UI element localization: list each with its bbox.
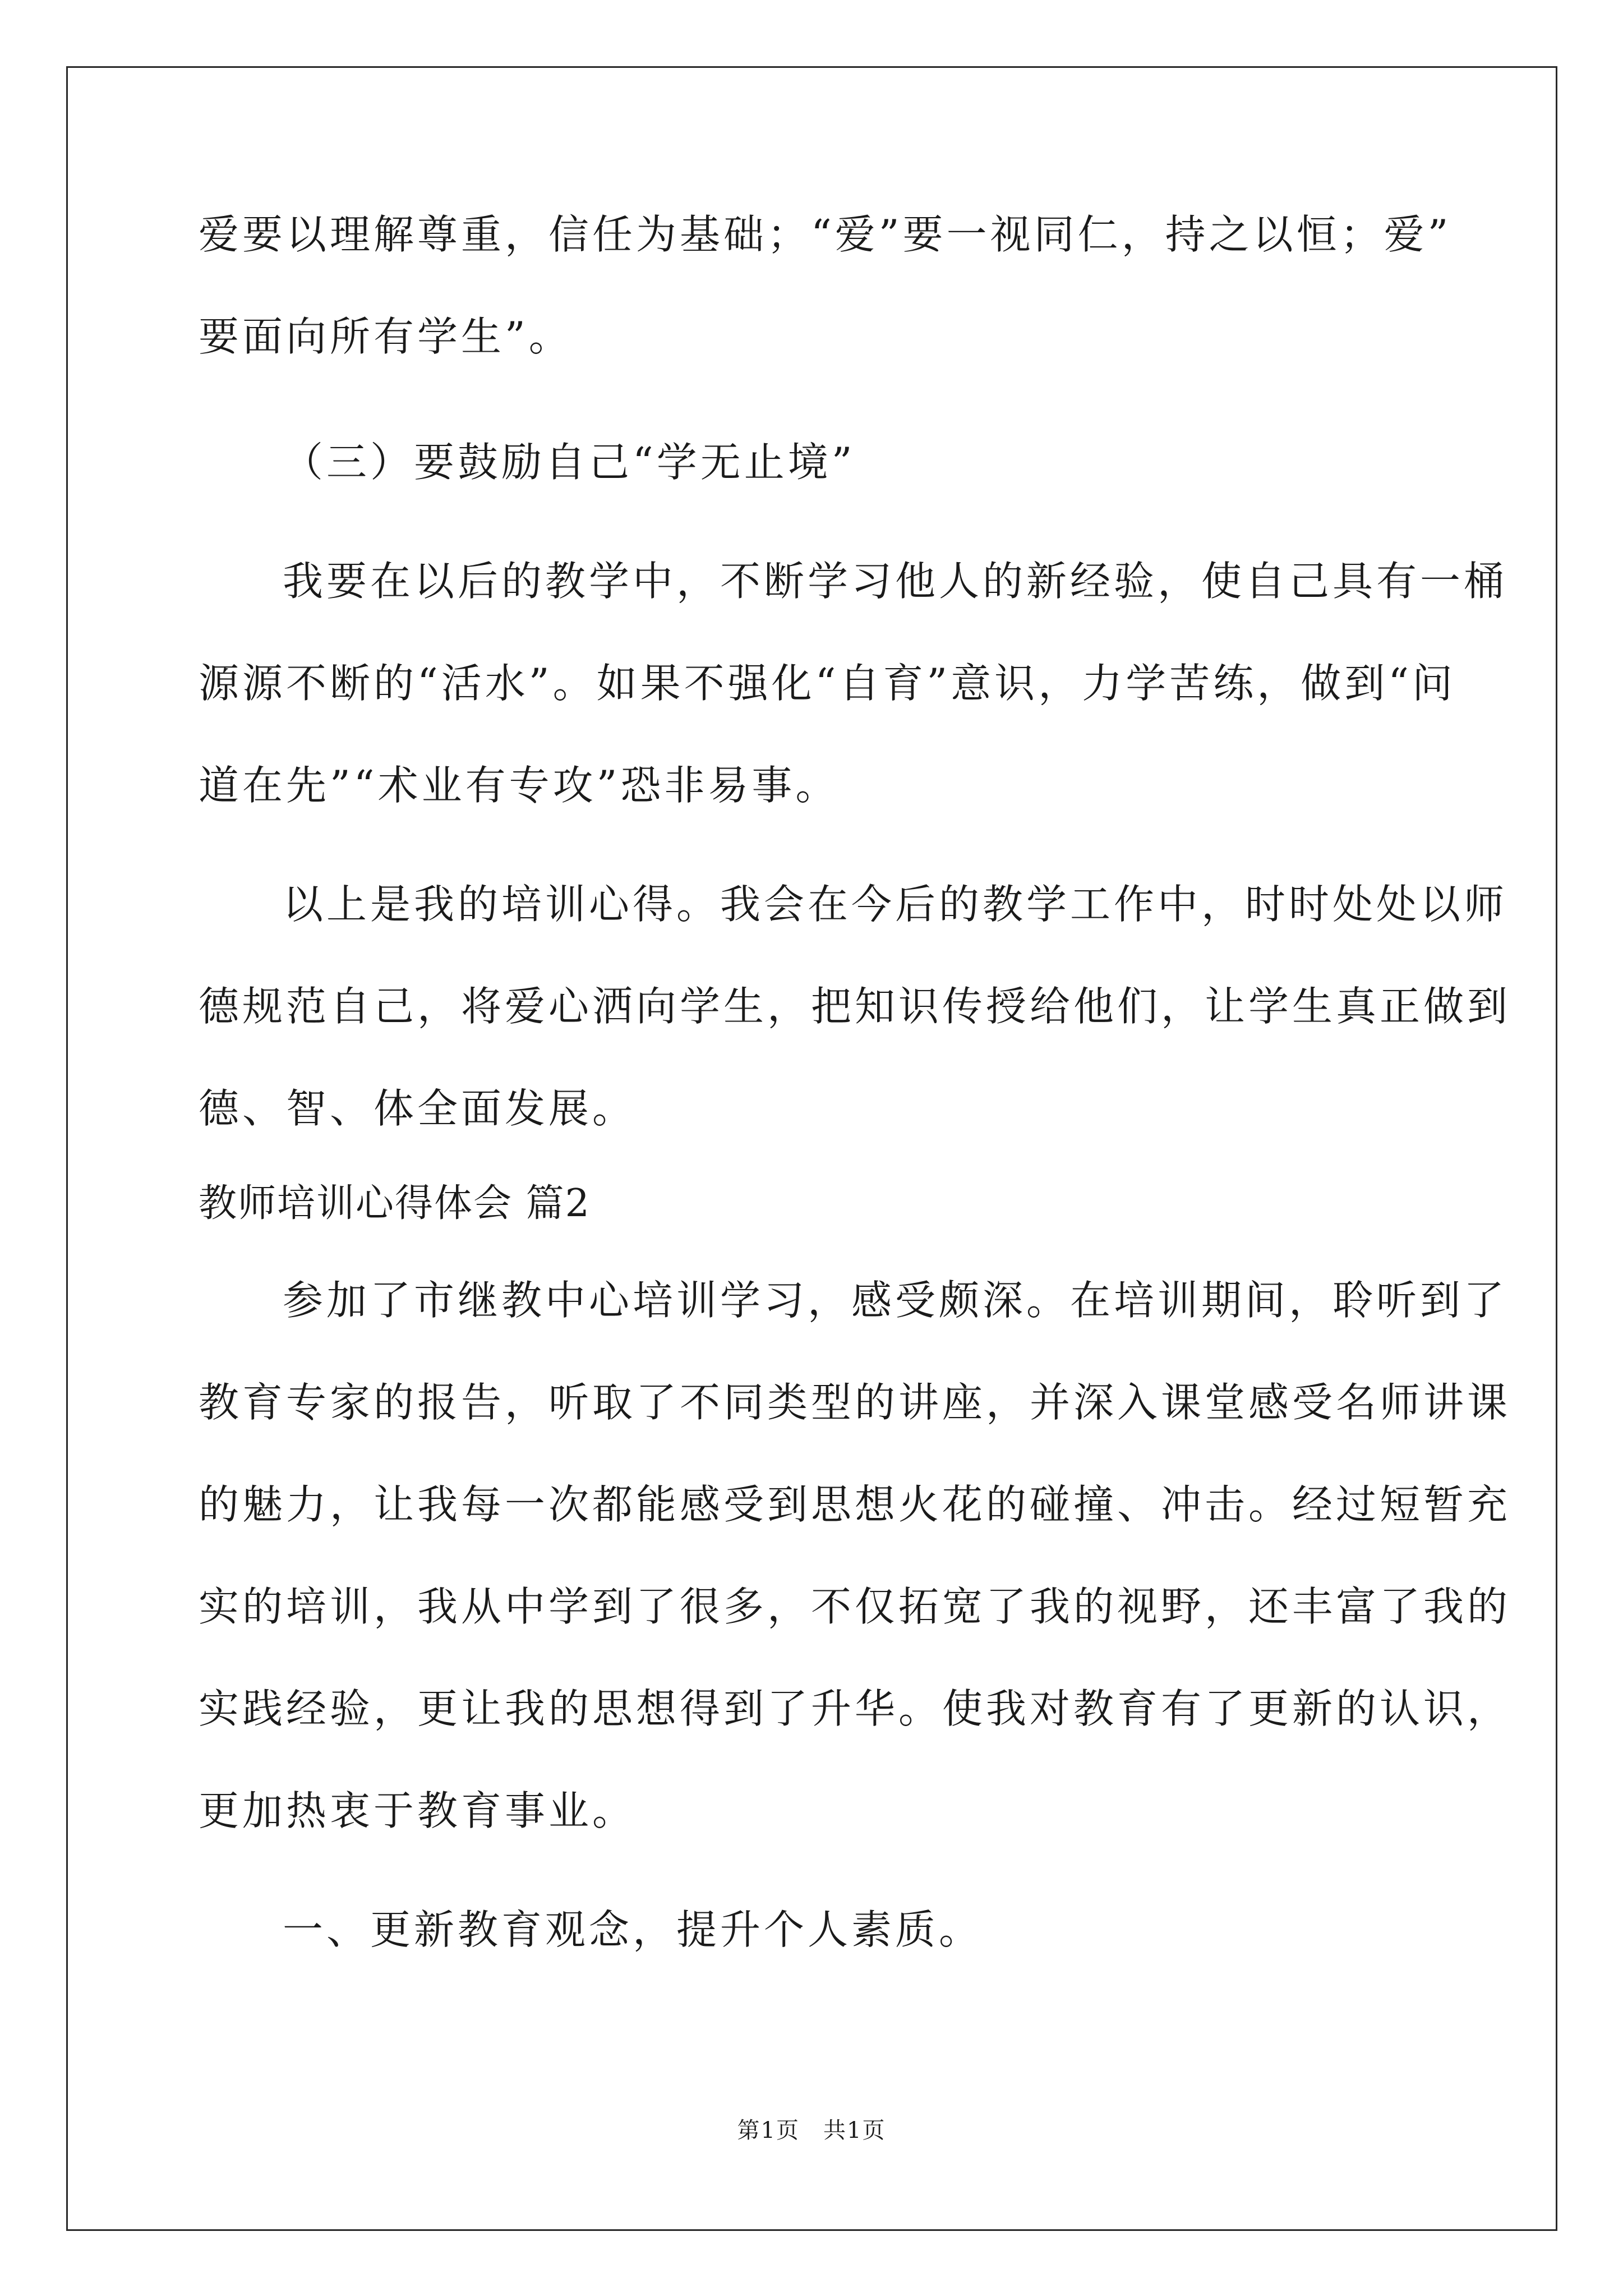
paragraph-line: 德、智、体全面发展。 [199, 1085, 637, 1132]
paragraph-line: 我要在以后的教学中，不断学习他人的新经验，使自己具有一桶 [283, 558, 1508, 605]
paragraph-line: 更加热衷于教育事业。 [199, 1787, 637, 1834]
section-title: 教师培训心得体会 篇2 [199, 1181, 591, 1226]
paragraph-line: 实践经验，更让我的思想得到了升华。使我对教育有了更新的认识， [199, 1685, 1511, 1732]
paragraph-line: 一、更新教育观念，提升个人素质。 [283, 1906, 983, 1953]
paragraph-line: 要面向所有学生”。 [199, 313, 573, 360]
page-number-footer: 第1页 共1页 [737, 2118, 886, 2143]
subheading: （三）要鼓励自己“学无止境” [283, 439, 856, 486]
paragraph-line: 以上是我的培训心得。我会在今后的教学工作中，时时处处以师 [283, 881, 1508, 928]
paragraph-line: 爱要以理解尊重，信任为基础；“爱”要一视同仁，持之以恒；爱” [199, 211, 1452, 258]
paragraph-line: 实的培训，我从中学到了很多，不仅拓宽了我的视野，还丰富了我的 [199, 1583, 1511, 1630]
paragraph-line: 源源不断的“活水”。如果不强化“自育”意识，力学苦练，做到“问 [199, 660, 1456, 707]
paragraph-line: 道在先”“术业有专攻”恐非易事。 [199, 762, 840, 809]
paragraph-line: 教育专家的报告，听取了不同类型的讲座，并深入课堂感受名师讲课 [199, 1379, 1511, 1426]
paragraph-line: 参加了市继教中心培训学习，感受颇深。在培训期间，聆听到了 [283, 1277, 1508, 1324]
paragraph-line: 德规范自己，将爱心洒向学生，把知识传授给他们，让学生真正做到 [199, 983, 1511, 1030]
paragraph-line: 的魅力，让我每一次都能感受到思想火花的碰撞、冲击。经过短暂充 [199, 1481, 1511, 1528]
